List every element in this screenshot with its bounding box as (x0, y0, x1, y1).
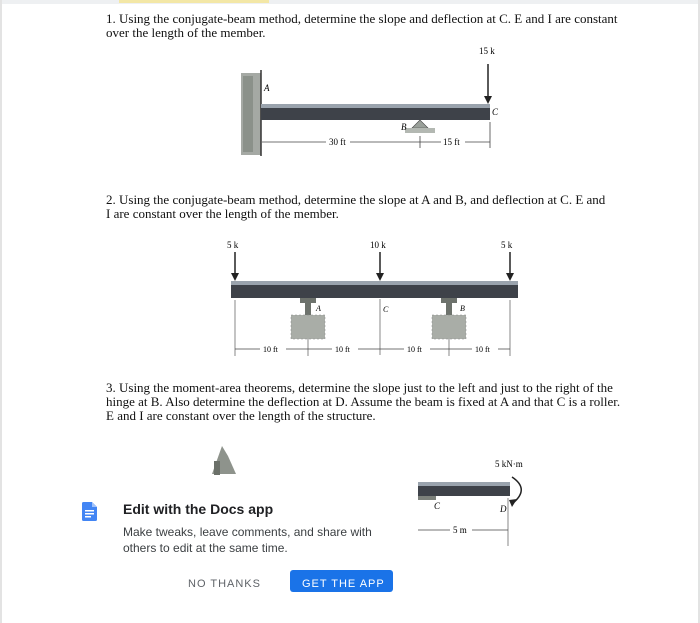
label-a: A (264, 83, 270, 93)
load-5k-left: 5 k (227, 240, 239, 250)
problem1-line1: 1. Using the conjugate-beam method, determine the slope and deflection at C. E and I are constant (106, 11, 618, 26)
dim-5m: 5 m (453, 525, 467, 535)
label-b: B (460, 304, 465, 313)
problem3-line1: 3. Using the moment-area theorems, determine the slope just to the left and just to the right of the (106, 380, 613, 395)
problem1-line2: over the length of the member. (106, 25, 266, 40)
roller-c (418, 496, 436, 500)
load-10k-mid: 10 k (370, 240, 386, 250)
moment-5knm: 5 kN·m (495, 459, 523, 469)
dim-10ft-2: 10 ft (335, 345, 350, 354)
label-b: B (401, 122, 407, 132)
label-c: C (383, 305, 389, 314)
dim-30ft: 30 ft (329, 137, 346, 147)
google-docs-icon (82, 502, 97, 521)
label-a: A (316, 304, 321, 313)
label-d: D (500, 504, 507, 514)
dim-10ft-1: 10 ft (263, 345, 278, 354)
dim-15ft: 15 ft (443, 137, 460, 147)
get-the-app-button[interactable] (290, 570, 393, 592)
get-the-app-label: GET THE APP (302, 578, 385, 590)
beam-3-top (418, 482, 510, 486)
docs-app-prompt (74, 486, 404, 623)
dim-10ft-4: 10 ft (475, 345, 490, 354)
label-c: C (492, 107, 499, 117)
docs-prompt-title: Edit with the Docs app (123, 501, 274, 517)
dim-10ft-3: 10 ft (407, 345, 422, 354)
problem3-line2: hinge at B. Also determine the deflection at D. Assume the beam is fixed at A and that C is a roller. (106, 394, 621, 409)
problem3-line3: E and I are constant over the length of the structure. (106, 408, 376, 423)
problem2-line1: 2. Using the conjugate-beam method, determine the slope at A and B, and deflection at C. E and (106, 192, 606, 207)
problem2-line2: I are constant over the length of the member. (106, 206, 339, 221)
load-15k: 15 k (479, 46, 495, 56)
label-c: C (434, 501, 441, 511)
moment-arrow-head (509, 499, 517, 507)
docs-prompt-description: Make tweaks, leave comments, and share with others to edit at the same time. (123, 525, 372, 555)
fixed-wall-shade (214, 461, 220, 475)
load-5k-right: 5 k (501, 240, 513, 250)
no-thanks-button[interactable]: NO THANKS (188, 578, 261, 589)
